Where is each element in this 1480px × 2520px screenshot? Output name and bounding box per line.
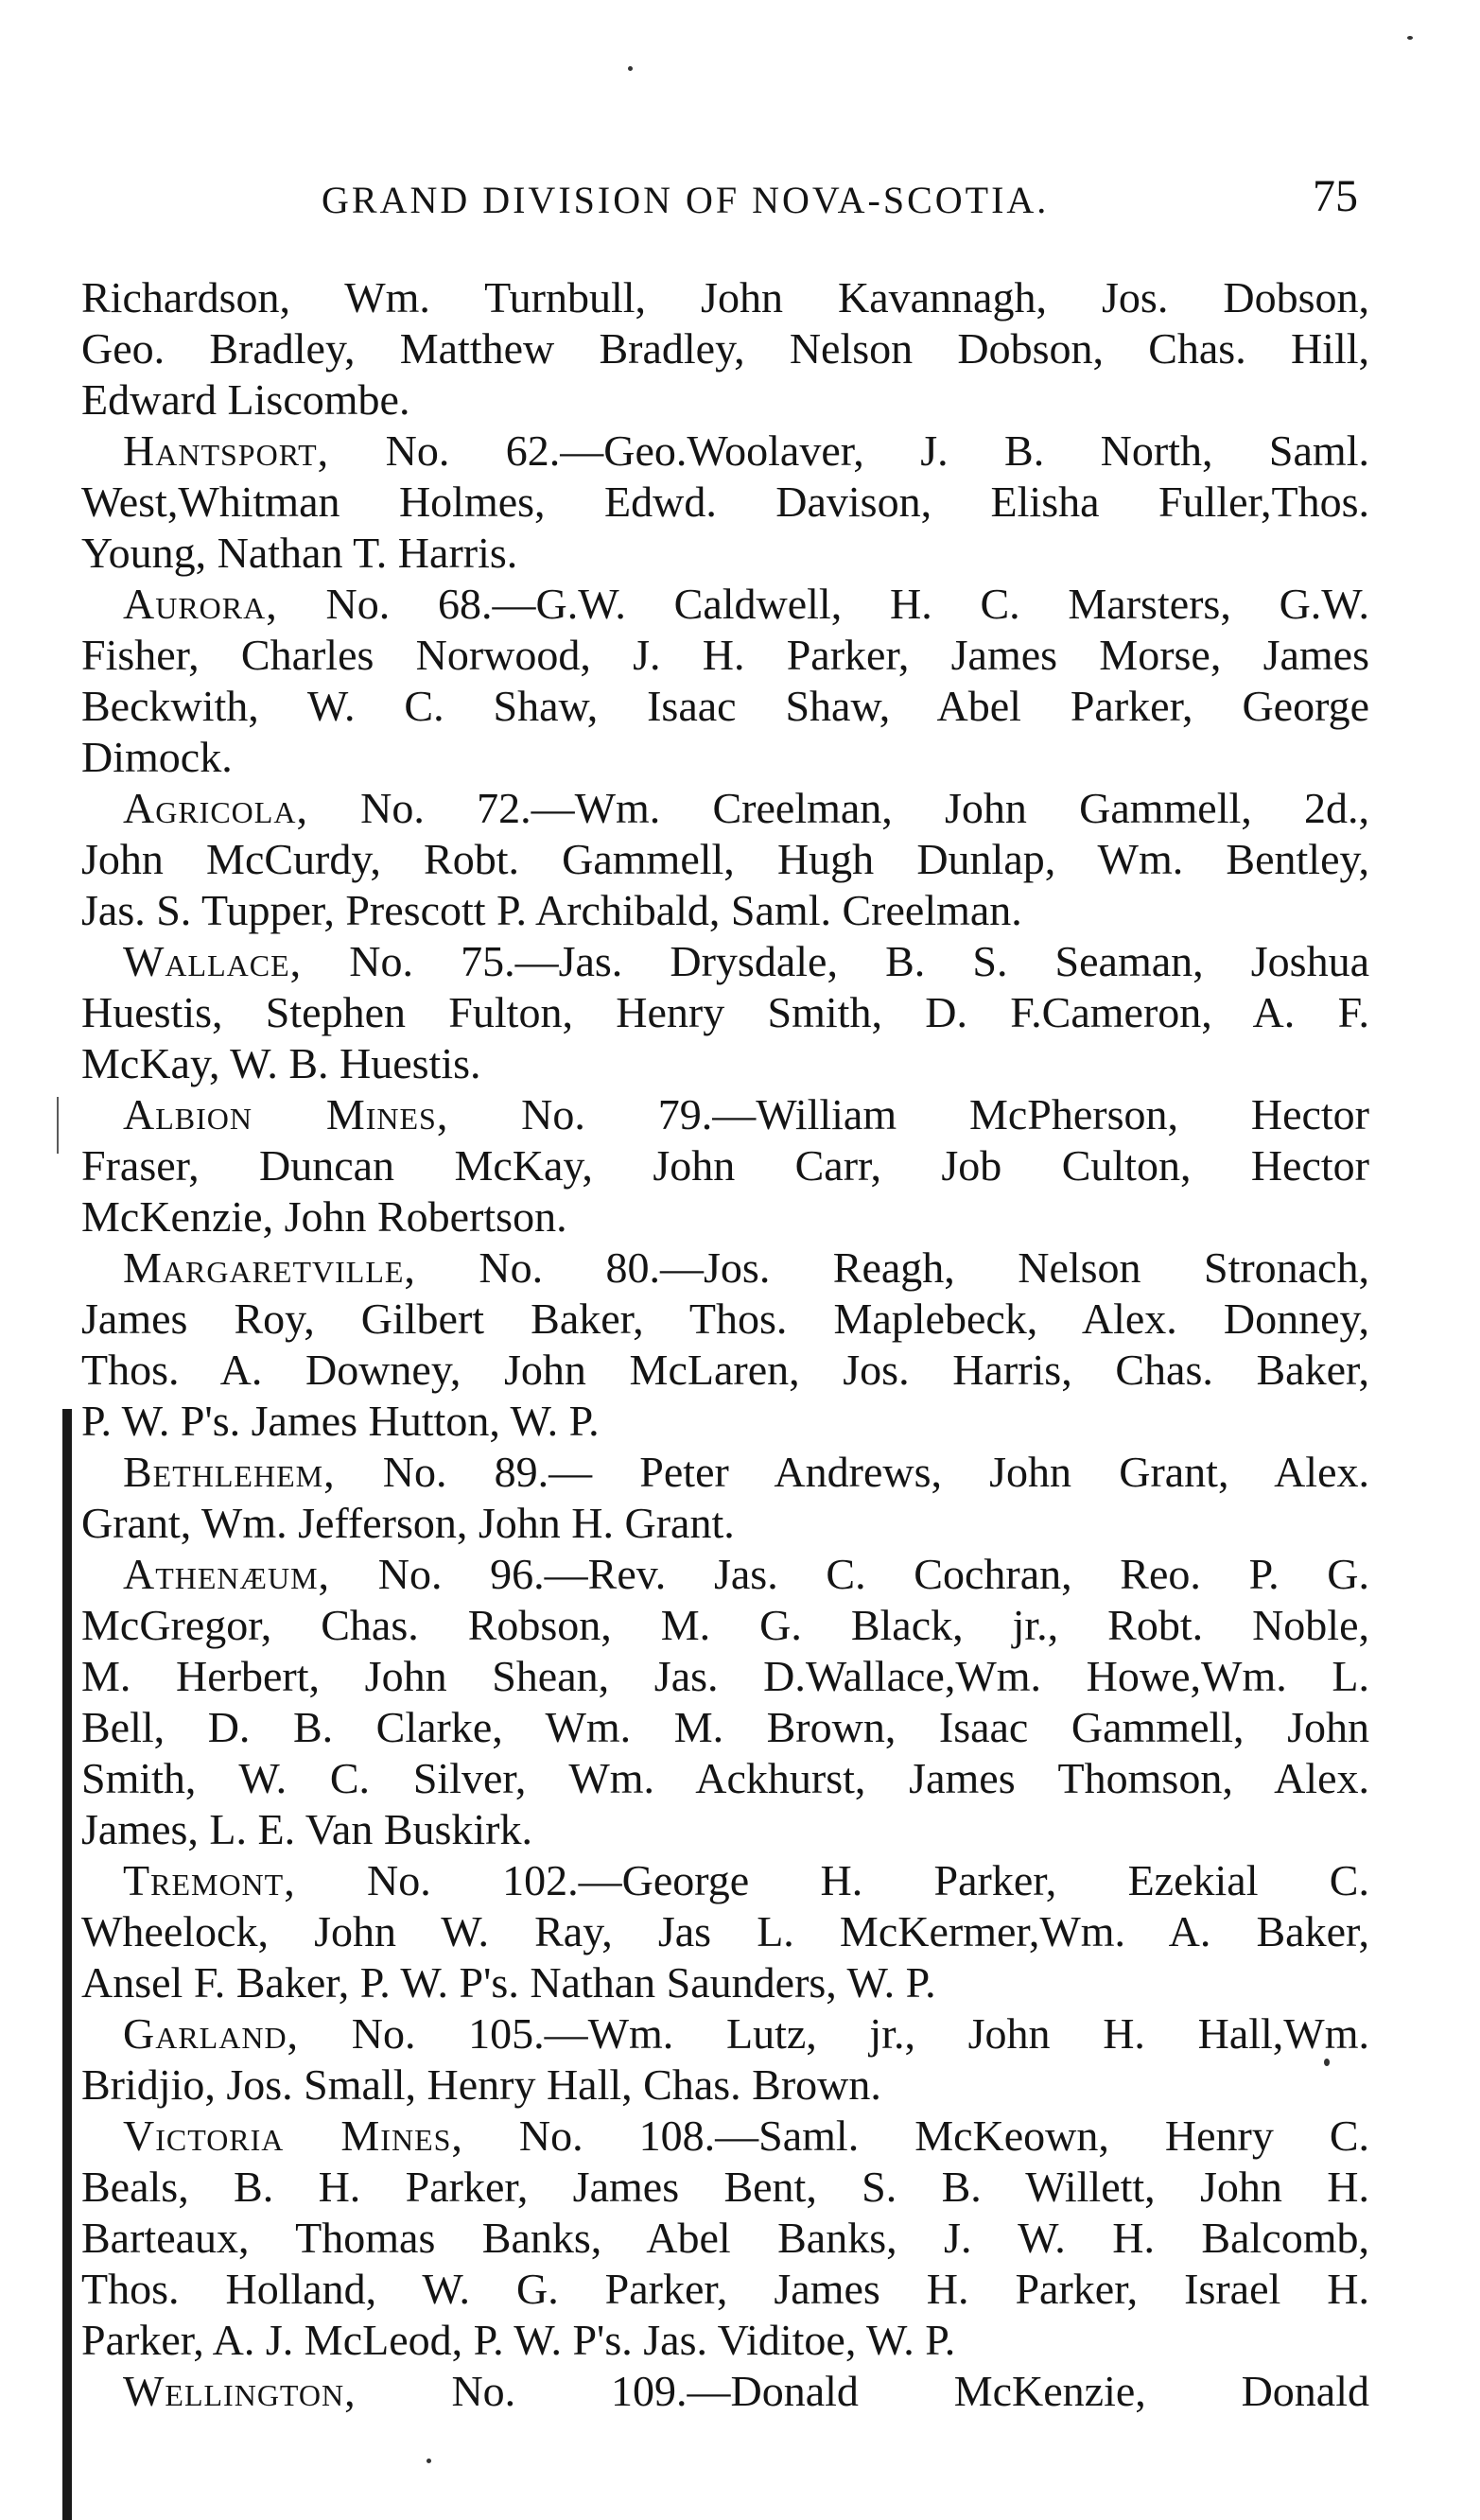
text-line: James Roy, Gilbert Baker, Thos. Maplebeck, Alex. Donney, [81,1295,1369,1343]
text-line: Jas. S. Tupper, Prescott P. Archibald, Saml. Creelman. [81,886,1022,934]
lodge-first-line [81,936,1369,987]
lodge-first-line [81,1243,1369,1294]
lodge-name: Athenæum, [123,1550,331,1598]
ink-speck [628,66,633,71]
lodge-name: Margaretville, [123,1243,416,1292]
lodge-name: Tremont, [123,1856,296,1904]
text-line: Wheelock, John W. Ray, Jas L. McKermer,Wm. A. Baker, [81,1907,1369,1955]
text-line: Bridjio, Jos. Small, Henry Hall, Chas. Brown. [81,2060,881,2109]
text-line: Beals, B. H. Parker, James Bent, S. B. Willett, John H. [81,2163,1369,2211]
lodge-entry-tremont [81,1855,1369,2008]
lodge-entry-wellington [81,2366,1369,2417]
page-number: 75 [1313,171,1358,221]
text-line: West,Whitman Holmes, Edwd. Davison, Elisha Fuller,Thos. [81,478,1369,526]
text-line: Fisher, Charles Norwood, J. H. Parker, James Morse, James [81,631,1369,679]
text-line: Parker, A. J. McLeod, P. W. P's. Jas. Viditoe, W. P. [81,2316,956,2364]
margin-mark [57,1097,59,1154]
lodge-entry-agricola [81,783,1369,936]
text-line: Smith, W. C. Silver, Wm. Ackhurst, James Thomson, Alex. [81,1754,1369,1802]
lodge-members: No. 80.—Jos. Reagh, Nelson Stronach, [415,1243,1369,1292]
text-line: Young, Nathan T. Harris. [81,529,518,577]
lodge-entry-athenaeum [81,1549,1369,1855]
text-line: Huestis, Stephen Fulton, Henry Smith, D. F.Cameron, A. F. [81,988,1369,1036]
text-line: M. Herbert, John Shean, Jas. D.Wallace,Wm. Howe,Wm. L. [81,1652,1369,1700]
lodge-members: No. 96.—Rev. Jas. C. Cochran, Reo. P. G. [330,1550,1369,1598]
text-line: Thos. A. Downey, John McLaren, Jos. Harris, Chas. Baker, [81,1346,1369,1394]
text-line: McKenzie, John Robertson. [81,1192,567,1241]
lodge-first-line [81,2008,1369,2059]
lodge-members: No. 89.— Peter Andrews, John Grant, Alex. [335,1448,1369,1496]
lodge-members: No. 102.—George H. Parker, Ezekial C. [295,1856,1369,1904]
lodge-entry-hantsport [81,426,1369,579]
text-line: Dimock. [81,733,233,781]
lodge-first-line [81,1855,1369,1906]
lodge-first-line [81,579,1369,630]
lodge-name: Agricola, [123,784,308,832]
text-line: Ansel F. Baker, P. W. P's. Nathan Saunders, W. P. [81,1958,936,2007]
continuation-paragraph [81,272,1369,426]
text-line: Bell, D. B. Clarke, Wm. M. Brown, Isaac Gammell, John [81,1703,1369,1751]
text-line: Fraser, Duncan McKay, John Carr, Job Culton, Hector [81,1141,1369,1190]
lodge-name: Bethlehem, [123,1448,336,1496]
lodge-entry-garland [81,2008,1369,2111]
text-line: Grant, Wm. Jefferson, John H. Grant. [81,1499,735,1547]
lodge-members: No. 105.—Wm. Lutz, jr., John H. Hall,Wm. [299,2009,1369,2058]
lodge-entry-wallace [81,936,1369,1089]
ink-speck [427,2459,431,2463]
text-line: John McCurdy, Robt. Gammell, Hugh Dunlap, Wm. Bentley, [81,835,1369,883]
running-head: GRAND DIVISION OF NOVA-SCOTIA. [322,179,1050,221]
text-line: Geo. Bradley, Matthew Bradley, Nelson Dobson, Chas. Hill, [81,324,1369,373]
text-line: Thos. Holland, W. G. Parker, James H. Parker, Israel H. [81,2265,1369,2313]
ink-speck [1407,36,1413,40]
text-line: McGregor, Chas. Robson, M. G. Black, jr., Robt. Noble, [81,1601,1369,1649]
text-line: Richardson, Wm. Turnbull, John Kavannagh, Jos. Dobson, [81,273,1369,322]
lodge-name: Aurora, [123,580,278,628]
lodge-entry-aurora [81,579,1369,783]
lodge-list [81,272,1369,2417]
text-line: P. W. P's. James Hutton, W. P. [81,1397,600,1445]
lodge-entry-victoria-mines [81,2111,1369,2366]
lodge-first-line [81,1089,1369,1140]
lodge-name: Victoria Mines, [123,2112,463,2160]
lodge-members: No. 79.—William McPherson, Hector [448,1090,1369,1138]
lodge-entry-bethlehem [81,1447,1369,1549]
text-line: McKay, W. B. Huestis. [81,1039,481,1087]
lodge-members: No. 62.—Geo.Woolaver, J. B. North, Saml. [329,426,1369,475]
text-line: Edward Liscombe. [81,375,410,424]
lodge-members: No. 68.—G.W. Caldwell, H. C. Marsters, G.W. [277,580,1369,628]
lodge-members: No. 72.—Wm. Creelman, John Gammell, 2d., [307,784,1369,832]
binding-edge-shadow [62,1409,72,2520]
lodge-members: No. 75.—Jas. Drysdale, B. S. Seaman, Joshua [302,937,1369,985]
lodge-first-line [81,783,1369,834]
text-line: Beckwith, W. C. Shaw, Isaac Shaw, Abel Parker, George [81,682,1369,730]
lodge-members: No. 109.—Donald McKenzie, Donald [356,2367,1369,2415]
lodge-first-line [81,1447,1369,1498]
lodge-first-line [81,426,1369,477]
lodge-first-line [81,1549,1369,1600]
lodge-name: Wellington, [123,2367,357,2415]
lodge-name: Wallace, [123,937,303,985]
text-line: Barteaux, Thomas Banks, Abel Banks, J. W. H. Balcomb, [81,2214,1369,2262]
text-line: James, L. E. Van Buskirk. [81,1805,533,1853]
lodge-name: Garland, [123,2009,300,2058]
lodge-first-line [81,2366,1369,2417]
lodge-name: Hantsport, [123,426,330,475]
lodge-entry-albion-mines [81,1089,1369,1243]
lodge-entry-margaretville [81,1243,1369,1447]
lodge-members: No. 108.—Saml. McKeown, Henry C. [462,2112,1369,2160]
lodge-name: Albion Mines, [123,1090,449,1138]
lodge-first-line [81,2111,1369,2162]
